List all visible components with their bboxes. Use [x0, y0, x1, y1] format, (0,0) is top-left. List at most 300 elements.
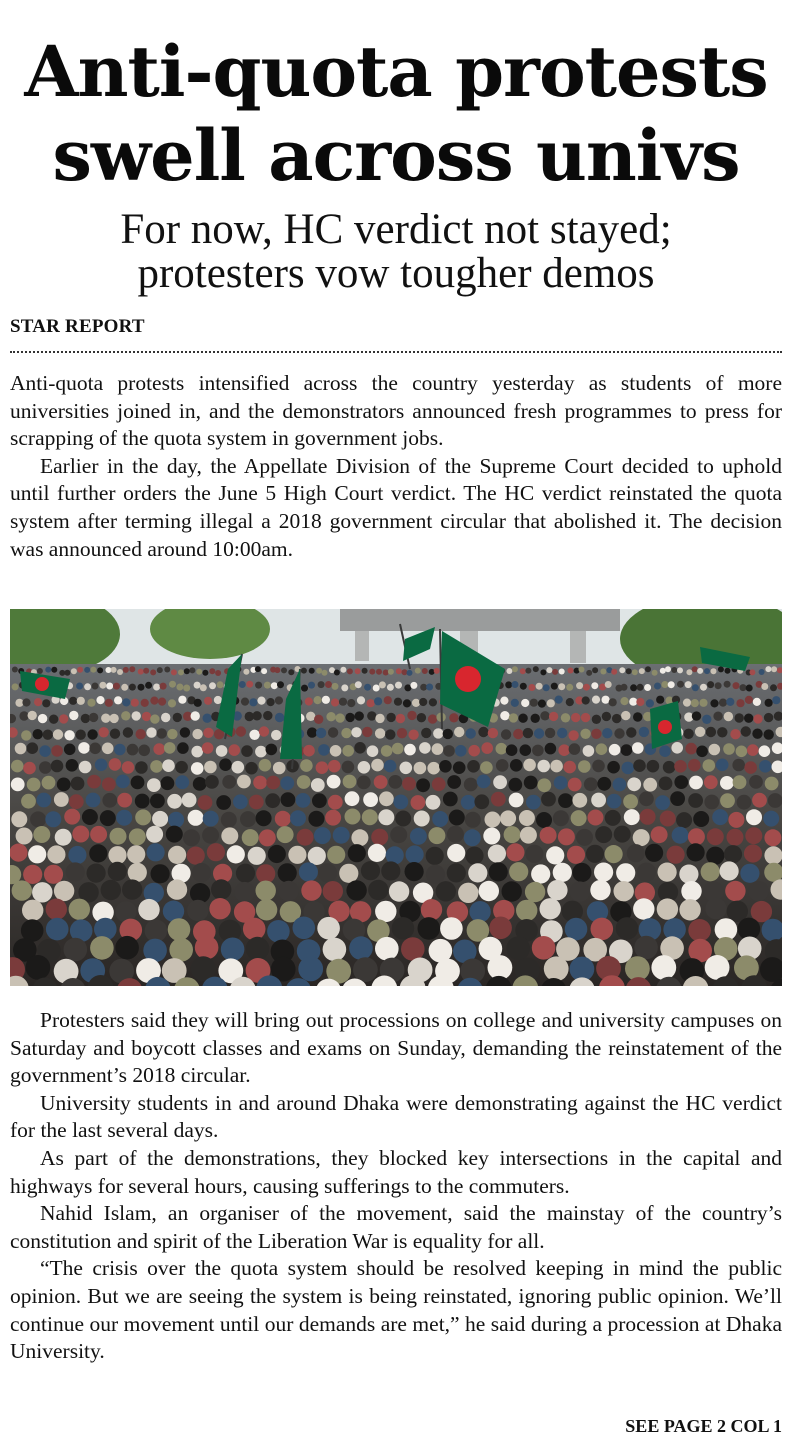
crowd-figure — [150, 794, 165, 809]
crowd-figure — [506, 843, 524, 861]
crowd-figure — [509, 862, 528, 881]
crowd-figure — [511, 699, 519, 707]
crowd-figure — [551, 683, 558, 690]
crowd-figure — [558, 683, 565, 690]
crowd-figure — [314, 827, 331, 844]
crowd-figure — [314, 715, 323, 724]
crowd-figure — [660, 811, 676, 827]
crowd-figure — [504, 826, 521, 843]
crowd-figure — [12, 667, 18, 673]
crowd-figure — [654, 683, 661, 690]
crowd-figure — [744, 714, 753, 723]
crowd-figure — [704, 668, 710, 674]
crowd-figure — [724, 681, 731, 688]
crowd-figure — [152, 811, 168, 827]
crowd-figure — [326, 712, 335, 721]
crowd-figure — [146, 826, 163, 843]
crowd-figure — [718, 666, 724, 672]
crowd-figure — [706, 847, 724, 865]
crowd-figure — [339, 864, 358, 883]
crowd-figure — [447, 844, 465, 862]
crowd-figure — [123, 727, 133, 737]
crowd-figure — [407, 670, 413, 676]
crowd-figure — [64, 809, 80, 825]
crowd-figure — [90, 667, 96, 673]
crowd-figure — [591, 918, 614, 941]
crowd-figure — [214, 696, 222, 704]
crowd-figure — [759, 745, 771, 757]
crowd-figure — [720, 793, 735, 808]
crowd-figure — [637, 863, 656, 882]
crowd-figure — [59, 714, 68, 723]
crowd-figure — [122, 761, 135, 774]
crowd-figure — [363, 792, 378, 807]
byline: STAR REPORT — [10, 316, 145, 337]
crowd-figure — [550, 760, 563, 773]
crowd-figure — [318, 744, 330, 756]
crowd-figure — [242, 829, 259, 846]
crowd-figure — [255, 746, 267, 758]
crowd-figure — [117, 793, 132, 808]
crowd-figure — [327, 775, 341, 789]
crowd-figure — [723, 743, 735, 755]
crowd-figure — [288, 846, 306, 864]
crowd-figure — [327, 846, 345, 864]
crowd-figure — [488, 845, 506, 863]
crowd-figure — [362, 809, 378, 825]
crowd-figure — [439, 760, 452, 773]
crowd-figure — [671, 742, 683, 754]
crowd-figure — [349, 936, 373, 960]
crowd-figure — [30, 811, 46, 827]
subheadline-line-2: protesters vow tougher demos — [137, 250, 655, 297]
crowd-figure — [677, 667, 683, 673]
crowd-figure — [745, 827, 762, 844]
crowd-figure — [582, 696, 590, 704]
crowd-figure — [151, 864, 170, 883]
crowd-figure — [611, 669, 617, 675]
crowd-figure — [252, 711, 261, 720]
crowd-figure — [355, 681, 362, 688]
crowd-figure — [71, 777, 85, 791]
crowd-figure — [261, 668, 267, 674]
headline-line-1: Anti-quota protests — [24, 30, 768, 113]
crowd-figure — [612, 714, 621, 723]
crowd-figure — [318, 681, 325, 688]
crowd-figure — [724, 845, 742, 863]
crowd-figure — [693, 811, 709, 827]
crowd-figure — [162, 759, 175, 772]
crowd-figure — [429, 669, 435, 675]
crowd-figure — [636, 698, 644, 706]
crowd-figure — [455, 745, 467, 757]
crowd-figure — [732, 759, 745, 772]
crowd-figure — [21, 794, 36, 809]
crowd-figure — [141, 699, 149, 707]
crowd-figure — [42, 699, 50, 707]
crowd-figure — [101, 714, 110, 723]
crowd-figure — [719, 699, 727, 707]
crowd-figure — [110, 729, 120, 739]
crowd-figure — [569, 743, 581, 755]
crowd-figure — [432, 777, 446, 791]
crowd-figure — [32, 882, 52, 902]
crowd-figure — [368, 880, 388, 900]
crowd-figure — [658, 863, 677, 882]
crowd-figure — [381, 745, 393, 757]
paragraph: As part of the demonstrations, they blocked key intersections in the capital and highways for several hours, causing sufferings to the commuters. — [10, 1145, 782, 1198]
crowd-figure — [34, 698, 42, 706]
crowd-figure — [138, 669, 144, 675]
crowd-figure — [157, 728, 167, 738]
crowd-figure — [361, 861, 380, 880]
crowd-figure — [331, 698, 339, 706]
crowd-figure — [64, 730, 74, 740]
crowd-figure — [259, 759, 272, 772]
crowd-figure — [688, 919, 711, 942]
crowd-figure — [621, 711, 630, 720]
crowd-figure — [369, 669, 375, 675]
crowd-figure — [544, 956, 569, 981]
crowd-figure — [464, 778, 478, 792]
crowd-figure — [616, 917, 639, 940]
crowd-figure — [656, 696, 664, 704]
continuation-jump-link[interactable]: SEE PAGE 2 COL 1 — [625, 1416, 782, 1436]
crowd-figure — [537, 778, 551, 792]
crowd-figure — [414, 811, 430, 827]
crowd-figure — [328, 795, 343, 810]
crowd-figure — [592, 715, 601, 724]
crowd-figure — [561, 713, 570, 722]
crowd-figure — [11, 811, 27, 827]
crowd-figure — [710, 699, 718, 707]
crowd-figure — [334, 670, 340, 676]
crowd-figure — [489, 862, 508, 881]
crowd-figure — [11, 760, 24, 773]
crowd-figure — [375, 728, 385, 738]
crowd-figure — [217, 681, 224, 688]
crowd-figure — [216, 795, 231, 810]
crowd-figure — [443, 729, 453, 739]
crowd-figure — [236, 726, 246, 736]
crowd-figure — [90, 826, 107, 843]
crowd-figure — [558, 793, 573, 808]
crowd-figure — [434, 668, 440, 674]
crowd-figure — [674, 775, 688, 789]
crowd-figure — [688, 759, 701, 772]
crowd-figure — [309, 668, 315, 674]
crowd-figure — [537, 760, 550, 773]
crowd-figure — [634, 936, 658, 960]
crowd-figure — [591, 729, 601, 739]
crowd-figure — [351, 829, 368, 846]
crowd-figure — [740, 864, 759, 883]
crowd-figure — [115, 936, 139, 960]
crowd-figure — [164, 742, 176, 754]
crowd-figure — [566, 684, 573, 691]
crowd-figure — [524, 776, 538, 790]
crowd-figure — [639, 791, 654, 806]
crowd-figure — [51, 745, 63, 757]
crowd-figure — [345, 809, 361, 825]
crowd-figure — [646, 699, 654, 707]
crowd-figure — [660, 668, 666, 674]
crowd-figure — [600, 669, 606, 675]
crowd-figure — [42, 776, 56, 790]
protest-photo — [10, 609, 782, 986]
crowd-figure — [488, 728, 498, 738]
crowd-figure — [692, 711, 701, 720]
crowd-figure — [397, 728, 407, 738]
crowd-figure — [549, 712, 558, 721]
crowd-figure — [114, 696, 122, 704]
crowd-figure — [150, 697, 158, 705]
crowd-figure — [752, 729, 762, 739]
crowd-figure — [730, 729, 740, 739]
crowd-figure — [687, 843, 705, 861]
crowd-figure — [332, 683, 339, 690]
crowd-figure — [266, 744, 278, 756]
crowd-figure — [741, 726, 751, 736]
crowd-figure — [394, 698, 402, 706]
crowd-figure — [325, 681, 332, 688]
crowd-figure — [64, 744, 76, 756]
crowd-figure — [408, 730, 418, 740]
crowd-figure — [305, 697, 313, 705]
crowd-figure — [229, 744, 241, 756]
crowd-figure — [164, 667, 170, 673]
crowd-figure — [235, 882, 255, 902]
crowd-figure — [546, 846, 564, 864]
crowd-figure — [540, 669, 546, 675]
crowd-figure — [121, 684, 128, 691]
crowd-figure — [565, 918, 588, 941]
crowd-figure — [64, 670, 70, 676]
crowd-figure — [581, 713, 590, 722]
crowd-figure — [417, 713, 426, 722]
crowd-figure — [602, 712, 611, 721]
crowd-figure — [592, 667, 598, 673]
crowd-figure — [403, 699, 411, 707]
crowd-figure — [651, 826, 668, 843]
crowd-figure — [619, 667, 625, 673]
crowd-figure — [614, 728, 624, 738]
crowd-figure — [99, 727, 109, 737]
crowd-figure — [592, 760, 605, 773]
crowd-figure — [692, 666, 698, 672]
crowd-figure — [142, 712, 151, 721]
crowd-figure — [121, 711, 130, 720]
crowd-figure — [280, 776, 294, 790]
crowd-figure — [655, 795, 670, 810]
crowd-figure — [348, 844, 366, 862]
crowd-figure — [411, 795, 426, 810]
crowd-figure — [182, 793, 197, 808]
crowd-figure — [15, 699, 23, 707]
crowd-figure — [500, 810, 516, 826]
article-body-top — [10, 370, 782, 563]
crowd-figure — [122, 879, 142, 899]
crowd-figure — [66, 759, 79, 772]
crowd-figure — [632, 742, 644, 754]
crowd-figure — [712, 809, 728, 825]
crowd-figure — [426, 684, 433, 691]
crowd-figure — [530, 699, 538, 707]
crowd-figure — [764, 713, 773, 722]
crowd-figure — [640, 809, 656, 825]
crowd-figure — [713, 712, 722, 721]
paragraph: Anti-quota protests intensified across the country yesterday as students of more universities joined in, and the demonstrators announced fresh programmes to press for scrapping of the quota system in government jobs. — [10, 371, 782, 451]
crowd-figure — [150, 714, 159, 723]
crowd-figure — [354, 742, 366, 754]
crowd-figure — [357, 696, 365, 704]
crowd-figure — [308, 847, 326, 865]
crowd-figure — [76, 683, 83, 690]
crowd-figure — [568, 778, 582, 792]
crowd-figure — [379, 791, 394, 806]
crowd-figure — [68, 846, 86, 864]
crowd-figure — [627, 777, 641, 791]
crowd-figure — [717, 727, 727, 737]
crowd-figure — [255, 682, 262, 689]
crowd-figure — [707, 828, 724, 845]
crowd-figure — [84, 683, 91, 690]
crowd-figure — [300, 759, 313, 772]
crowd-figure — [298, 957, 323, 982]
crowd-figure — [616, 863, 635, 882]
crowd-figure — [412, 699, 420, 707]
crowd-figure — [385, 729, 395, 739]
crowd-figure — [592, 696, 600, 704]
crowd-figure — [696, 746, 708, 758]
crowd-figure — [523, 759, 536, 772]
crowd-figure — [168, 699, 176, 707]
crowd-figure — [553, 810, 569, 826]
crowd-figure — [467, 760, 480, 773]
crowd-figure — [768, 793, 782, 808]
crowd-figure — [500, 711, 509, 720]
crowd-figure — [388, 669, 394, 675]
crowd-figure — [69, 794, 84, 809]
crowd-figure — [55, 829, 72, 846]
crowd-figure — [404, 684, 411, 691]
crowd-figure — [447, 863, 466, 882]
crowd-figure — [54, 792, 69, 807]
crowd-figure — [432, 743, 444, 755]
crowd-figure — [748, 881, 768, 901]
crowd-figure — [765, 699, 773, 707]
crowd-figure — [699, 699, 707, 707]
crowd-figure — [520, 744, 532, 756]
crowd-figure — [245, 762, 258, 775]
crowd-figure — [367, 745, 379, 757]
crowd-figure — [22, 698, 30, 706]
crowd-figure — [540, 827, 557, 844]
crowd-figure — [376, 669, 382, 675]
crowd-figure — [440, 917, 463, 940]
crowd-figure — [259, 726, 269, 736]
crowd-figure — [211, 879, 231, 899]
crowd-figure — [396, 714, 405, 723]
crowd-figure — [353, 957, 378, 982]
crowd-figure — [752, 793, 767, 808]
crowd-figure — [187, 900, 208, 921]
crowd-figure — [583, 684, 590, 691]
crowd-figure — [131, 776, 145, 790]
crowd-figure — [221, 827, 238, 844]
crowd-figure — [278, 863, 297, 882]
crowd-figure — [176, 684, 183, 691]
crowd-figure — [701, 862, 720, 881]
crowd-figure — [545, 743, 557, 755]
crowd-figure — [749, 775, 763, 789]
crowd-figure — [659, 745, 671, 757]
crowd-figure — [76, 730, 86, 740]
crowd-figure — [465, 812, 481, 828]
crowd-figure — [596, 743, 608, 755]
crowd-figure — [761, 683, 768, 690]
crowd-figure — [558, 828, 575, 845]
crowd-figure — [191, 711, 200, 720]
crowd-figure — [264, 682, 271, 689]
crowd-figure — [733, 775, 747, 789]
crowd-figure — [519, 810, 535, 826]
crowd-figure — [312, 793, 327, 808]
crowd-figure — [508, 778, 522, 792]
crowd-figure — [388, 775, 402, 789]
crowd-figure — [46, 899, 67, 920]
crowd-figure — [547, 880, 567, 900]
crowd-figure — [720, 776, 734, 790]
crowd-figure — [725, 668, 731, 674]
crowd-figure — [275, 811, 291, 827]
crowd-figure — [477, 775, 491, 789]
crowd-figure — [458, 883, 478, 903]
crowd-figure — [447, 826, 464, 843]
crowd-figure — [426, 847, 444, 865]
crowd-figure — [765, 666, 771, 672]
crowd-figure — [749, 669, 755, 675]
crowd-figure — [249, 730, 259, 740]
crowd-figure — [554, 776, 568, 790]
crowd-figure — [715, 682, 722, 689]
crowd-figure — [194, 699, 202, 707]
crowd-figure — [57, 778, 71, 792]
crowd-figure — [733, 682, 740, 689]
crowd-figure — [64, 938, 88, 962]
crowd-figure — [357, 776, 371, 790]
headline-line-2: swell across univs — [52, 114, 740, 197]
crowd-figure — [136, 729, 146, 739]
crowd-figure — [676, 812, 692, 828]
crowd-figure — [146, 727, 156, 737]
crowd-figure — [746, 809, 762, 825]
crowd-figure — [113, 683, 120, 690]
crowd-figure — [594, 863, 613, 882]
crowd-figure — [100, 810, 116, 826]
crowd-figure — [355, 711, 364, 720]
crowd-figure — [400, 762, 413, 775]
crowd-figure — [580, 729, 590, 739]
crowd-figure — [216, 745, 228, 757]
crowd-figure — [358, 761, 371, 774]
crowd-figure — [691, 699, 699, 707]
crowd-figure — [576, 682, 583, 689]
crowd-figure — [328, 760, 341, 773]
crowd-figure — [466, 728, 476, 738]
crowd-figure — [281, 667, 287, 673]
crowd-figure — [158, 698, 166, 706]
